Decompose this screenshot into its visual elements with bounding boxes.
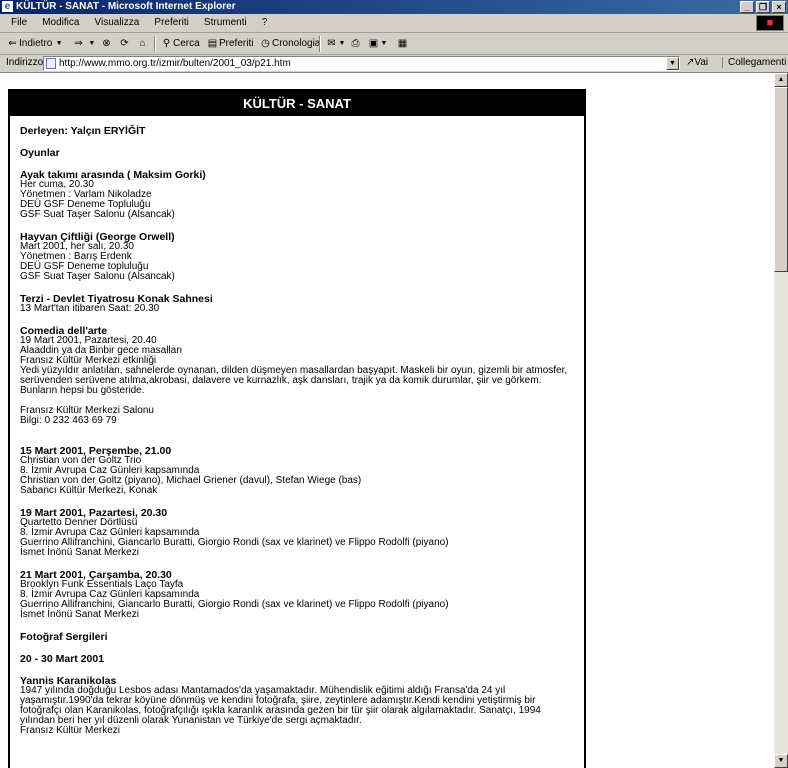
photographer-line: fotoğrafçı olan Karanikolas, fotoğrafçılığı ışıkla karanlık arasında gezen bir tür şiir olarak algılamaktadır. Sanatçı, 1994 bbox=[20, 705, 541, 716]
menu-strumenti[interactable]: Strumenti bbox=[203, 17, 247, 28]
search-button[interactable]: ⚲ Cerca bbox=[160, 36, 200, 52]
concert-line: Christian von der Goltz (piyano), Michael Griener (davul), Stefan Wiege (bas) bbox=[20, 475, 362, 486]
article-header: KÜLTÜR - SANAT bbox=[10, 91, 584, 116]
menu-help[interactable]: ? bbox=[261, 17, 268, 28]
menu-bar bbox=[0, 14, 788, 33]
history-icon: ◷ bbox=[261, 37, 270, 49]
home-icon: ⌂ bbox=[139, 37, 146, 49]
mail-icon: ✉ bbox=[327, 37, 336, 49]
links-button[interactable]: Collegamenti bbox=[722, 57, 786, 68]
commedia-line: Alaaddin ya da Binbir gece masalları bbox=[20, 345, 183, 356]
scroll-up-button[interactable]: ▲ bbox=[774, 73, 788, 87]
stop-icon: ⊗ bbox=[102, 37, 111, 49]
menu-modifica[interactable]: Modifica bbox=[42, 17, 80, 28]
back-button[interactable]: ⇐ Indietro ▼ bbox=[6, 36, 63, 52]
menu-visualizza[interactable]: Visualizza bbox=[94, 17, 140, 28]
mail-button[interactable]: ✉ ▼ bbox=[325, 36, 346, 52]
concert-line: Christian von der Goltz Trio bbox=[20, 455, 142, 466]
print-button[interactable] bbox=[349, 36, 362, 52]
section-photo-heading: Fotoğraf Sergileri bbox=[20, 631, 108, 643]
toolbar-separator bbox=[154, 36, 156, 52]
concert-title: 21 Mart 2001, Çarşamba, 20.30 bbox=[20, 569, 172, 581]
commedia-line: Bunların hepsi bu gösteride. bbox=[20, 385, 145, 396]
commedia-line: 19 Mart 2001, Pazartesi, 20.40 bbox=[20, 335, 157, 346]
menu-file[interactable]: File bbox=[11, 17, 28, 28]
concert-title: 19 Mart 2001, Pazartesi, 20.30 bbox=[20, 507, 168, 519]
restore-button[interactable]: ❐ bbox=[756, 1, 770, 13]
concert-line: 8. İzmir Avrupa Caz Günleri kapsamında bbox=[20, 465, 200, 476]
back-arrow-icon: ⇐ bbox=[8, 37, 17, 49]
discuss-button[interactable] bbox=[396, 36, 409, 52]
refresh-button[interactable] bbox=[118, 36, 131, 52]
windows-flag-icon: ■ bbox=[756, 15, 784, 31]
play-line: DEÜ GSF Deneme topluluğu bbox=[20, 261, 149, 272]
concert-line: Guerrino Allifranchini, Giancarlo Buratti, Giorgio Rondi (sax ve klarinet) ve Flippo Rodolfi (piyano) bbox=[20, 599, 449, 610]
author-line: Derleyen: Yalçın ERYİĞİT bbox=[20, 125, 146, 137]
concert-line: Sabancı Kültür Merkezi, Konak bbox=[20, 485, 158, 496]
commedia-info: Bilgi: 0 232 463 69 79 bbox=[20, 415, 117, 426]
play-line: GSF Suat Taşer Salonu (Alsancak) bbox=[20, 209, 175, 220]
address-url[interactable]: http://www.mmo.org.tr/izmir/bulten/2001_03/p21.htm bbox=[59, 58, 291, 69]
favorites-icon: ▤ bbox=[207, 37, 218, 49]
commedia-title: Comedia dell'arte bbox=[20, 325, 108, 337]
commedia-venue: Fransız Kültür Merkezi Salonu bbox=[20, 405, 154, 416]
stop-button[interactable] bbox=[100, 36, 113, 52]
address-label: Indirizzo bbox=[6, 57, 44, 68]
commedia-line: serüvenden serüvene atılma,akrobasi, dalavere ve kurnazlık, aşk dansları, trajik ya da komik durumlar, şiir ve görkem. bbox=[20, 375, 542, 386]
concert-line: Brooklyn Funk Essentials Laço Tayfa bbox=[20, 579, 184, 590]
photographer-line: yılından beri her yıl düzenli olarak Yunanistan ve Türkiye'de sergi açmaktadır. bbox=[20, 715, 362, 726]
concert-line: 8. İzmir Avrupa Caz Günleri kapsamında bbox=[20, 527, 200, 538]
go-arrow-icon: ↗ bbox=[686, 57, 695, 68]
favorites-button[interactable]: ▤ Preferiti bbox=[207, 37, 254, 49]
address-input[interactable] bbox=[43, 56, 680, 71]
back-dropdown-icon[interactable]: ▼ bbox=[55, 39, 63, 47]
play-line: Yönetmen : Varlam Nikoladze bbox=[20, 189, 152, 200]
concert-line: 8. İzmir Avrupa Caz Günleri kapsamında bbox=[20, 589, 200, 600]
go-button[interactable]: ↗Vai bbox=[686, 57, 709, 68]
scroll-down-button[interactable]: ▼ bbox=[774, 754, 788, 768]
forward-button[interactable] bbox=[72, 36, 96, 52]
photographer-line: Fransız Kültür Merkezi bbox=[20, 725, 121, 736]
toolbar-separator bbox=[319, 36, 321, 52]
minimize-button[interactable]: _ bbox=[740, 1, 754, 13]
commedia-line: Fransız Kültür Merkezi etkinliği bbox=[20, 355, 157, 366]
play-title: Hayvan Çiftliği (George Orwell) bbox=[20, 231, 175, 243]
window-title-bar[interactable] bbox=[0, 0, 788, 14]
window-title: KÜLTÜR - SANAT - Microsoft Internet Explorer bbox=[16, 1, 236, 12]
address-dropdown-icon[interactable]: ▼ bbox=[666, 57, 679, 70]
history-button[interactable]: ◷ Cronologia bbox=[259, 36, 320, 52]
vertical-scrollbar[interactable] bbox=[774, 73, 788, 768]
address-bar bbox=[0, 55, 788, 73]
edit-button[interactable]: ▣ ▼ bbox=[368, 37, 388, 49]
play-line: GSF Suat Taşer Salonu (Alsancak) bbox=[20, 271, 175, 282]
menu-preferiti[interactable]: Preferiti bbox=[154, 17, 189, 28]
play-title: Ayak takımı arasında ( Maksim Gorki) bbox=[20, 169, 206, 181]
concert-title: 15 Mart 2001, Perşembe, 21.00 bbox=[20, 445, 172, 457]
forward-dropdown-icon[interactable]: ▼ bbox=[88, 39, 96, 47]
concert-line: Quartetto Denner Dörtlüsü bbox=[20, 517, 138, 528]
commedia-line: Yedi yüzyıldır anlatılan, sahnelerde oynanan, dilden düşmeyen masallardan başyapıt. Maskeli bir oyun, gizemli bir atmosfer, bbox=[20, 365, 568, 376]
search-icon: ⚲ bbox=[162, 37, 171, 49]
play-line: 13 Mart'tan itibaren Saat: 20.30 bbox=[20, 303, 160, 314]
edit-icon: ▣ bbox=[368, 37, 379, 49]
photographer-name: Yannis Karanikolas bbox=[20, 675, 117, 687]
section-plays-heading: Oyunlar bbox=[20, 147, 60, 159]
discuss-icon: ▦ bbox=[397, 37, 408, 49]
photographer-line: yaşamıştır.1990'da tekrar köyüne dönmüş ve kendini fotoğrafa, şiire, zeytinlere adamıştır.Kendi kendini yetiştirmiş bir bbox=[20, 695, 536, 706]
concert-line: İsmet İnönü Sanat Merkezi bbox=[20, 547, 139, 558]
play-line: DEÜ GSF Deneme Topluluğu bbox=[20, 199, 151, 210]
home-button[interactable] bbox=[136, 36, 149, 52]
photographer-line: 1947 yılında doğduğu Lesbos adası Mantamados'da yaşamaktadır. Mühendislik eğitimi aldığı Fransa'da 24 yıl bbox=[20, 685, 506, 696]
article-card bbox=[8, 89, 586, 768]
close-button[interactable]: × bbox=[772, 1, 786, 13]
forward-arrow-icon: ⇒ bbox=[74, 37, 83, 49]
ie-logo-icon: e bbox=[2, 1, 13, 12]
concert-line: Guerrino Allifranchini, Giancarlo Buratti, Giorgio Rondi (sax ve klarinet) ve Flippo Rodolfi (piyano) bbox=[20, 537, 449, 548]
play-line: Yönetmen : Barış Erdenk bbox=[20, 251, 132, 262]
play-line: Her cuma, 20.30 bbox=[20, 179, 94, 190]
play-line: Mart 2001, her salı, 20.30 bbox=[20, 241, 134, 252]
printer-icon: ⎙ bbox=[351, 37, 360, 49]
page-viewport[interactable] bbox=[0, 73, 774, 768]
page-icon bbox=[46, 58, 56, 69]
play-title: Terzi - Devlet Tiyatrosu Konak Sahnesi bbox=[20, 293, 213, 305]
scroll-thumb[interactable] bbox=[774, 87, 788, 272]
refresh-icon: ⟳ bbox=[120, 37, 129, 49]
article-body bbox=[10, 116, 584, 736]
photo-dates: 20 - 30 Mart 2001 bbox=[20, 653, 105, 665]
concert-line: İsmet İnönü Sanat Merkezi bbox=[20, 609, 139, 620]
standard-toolbar bbox=[0, 33, 788, 55]
